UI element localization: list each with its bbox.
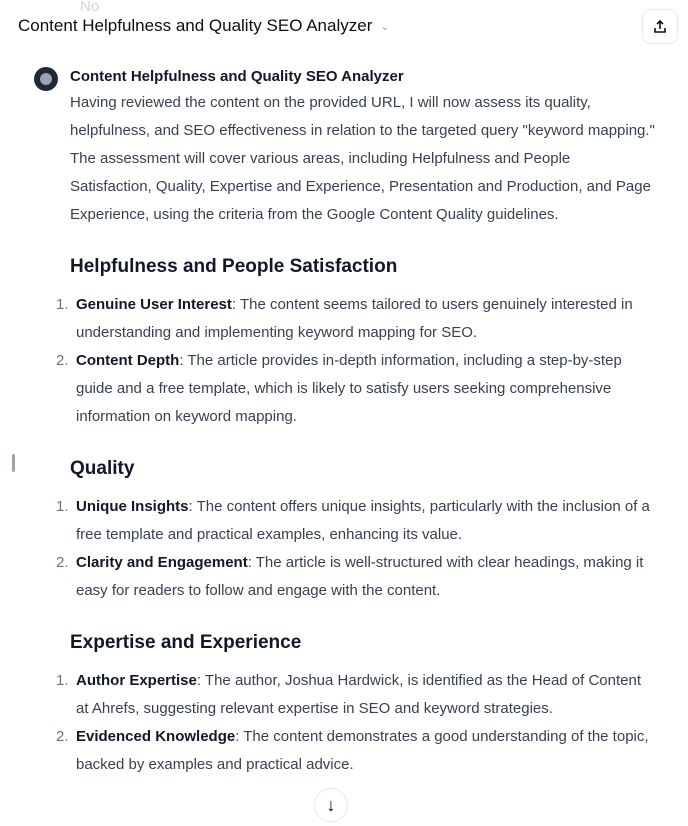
- item-text: : The content offers unique insights, particularly with the inclusion of a free template and practical examples, enhancing its value.: [76, 498, 650, 543]
- item-title: Genuine User Interest: [76, 296, 232, 313]
- page-title: Content Helpfulness and Quality SEO Analyzer: [18, 16, 373, 35]
- list-number: 1.: [56, 296, 69, 313]
- item-title: Unique Insights: [76, 498, 189, 515]
- message-content: [56, 89, 655, 779]
- section-list: [56, 493, 655, 605]
- section-list: [56, 667, 655, 779]
- section-list: [56, 291, 655, 431]
- sender-name: Content Helpfulness and Quality SEO Analyzer: [70, 68, 404, 85]
- item-text: : The article is well-structured with clear headings, making it easy for readers to follow and engage with the content.: [76, 554, 644, 599]
- item-title: Evidenced Knowledge: [76, 728, 236, 745]
- share-icon: [652, 19, 668, 35]
- gpt-title-dropdown[interactable]: [18, 16, 390, 36]
- list-number: 2.: [56, 352, 69, 369]
- list-item: [56, 667, 655, 723]
- item-title: Clarity and Engagement: [76, 554, 248, 571]
- section-heading: Helpfulness and People Satisfaction: [70, 256, 398, 277]
- list-number: 2.: [56, 728, 69, 745]
- item-text: : The content seems tailored to users genuinely interested in understanding and implementing keyword mapping for SEO.: [76, 296, 633, 341]
- item-title: Author Expertise: [76, 672, 197, 689]
- section-heading: Quality: [70, 458, 135, 479]
- item-title: Content Depth: [76, 352, 180, 369]
- arrow-down-icon: ↓: [326, 794, 336, 815]
- list-number: 1.: [56, 672, 69, 689]
- intro-paragraph: Having reviewed the content on the provided URL, I will now assess its quality, helpfulness, and SEO effectiveness in relation to the targeted query "keyword mapping." The assessment will cover various areas, including Helpfulness and People Satisfaction, Quality, Expertise and Experience, Presentation and Production, and Page Experience, using the criteria from the Google Content Quality guidelines.: [70, 94, 655, 223]
- avatar: [34, 67, 58, 91]
- scrollbar[interactable]: [12, 454, 15, 472]
- scroll-down-button[interactable]: [314, 788, 348, 822]
- list-item: [56, 723, 655, 779]
- list-number: 2.: [56, 554, 69, 571]
- item-text: : The content demonstrates a good understanding of the topic, backed by examples and practical advice.: [76, 728, 649, 773]
- list-number: 1.: [56, 498, 69, 515]
- list-item: [56, 549, 655, 605]
- chevron-down-icon: ⌄: [380, 20, 390, 33]
- share-button[interactable]: [642, 9, 678, 44]
- list-item: [56, 493, 655, 549]
- list-item: [56, 291, 655, 347]
- section-heading: Expertise and Experience: [70, 632, 302, 653]
- item-text: : The author, Joshua Hardwick, is identified as the Head of Content at Ahrefs, suggesting relevant expertise in SEO and keyword strategies.: [76, 672, 642, 717]
- list-item: [56, 347, 655, 431]
- item-text: : The article provides in-depth information, including a step-by-step guide and a free template, which is likely to satisfy users seeking comprehensive information on keyword mapping.: [76, 352, 622, 425]
- previous-message-fragment: No: [80, 0, 100, 15]
